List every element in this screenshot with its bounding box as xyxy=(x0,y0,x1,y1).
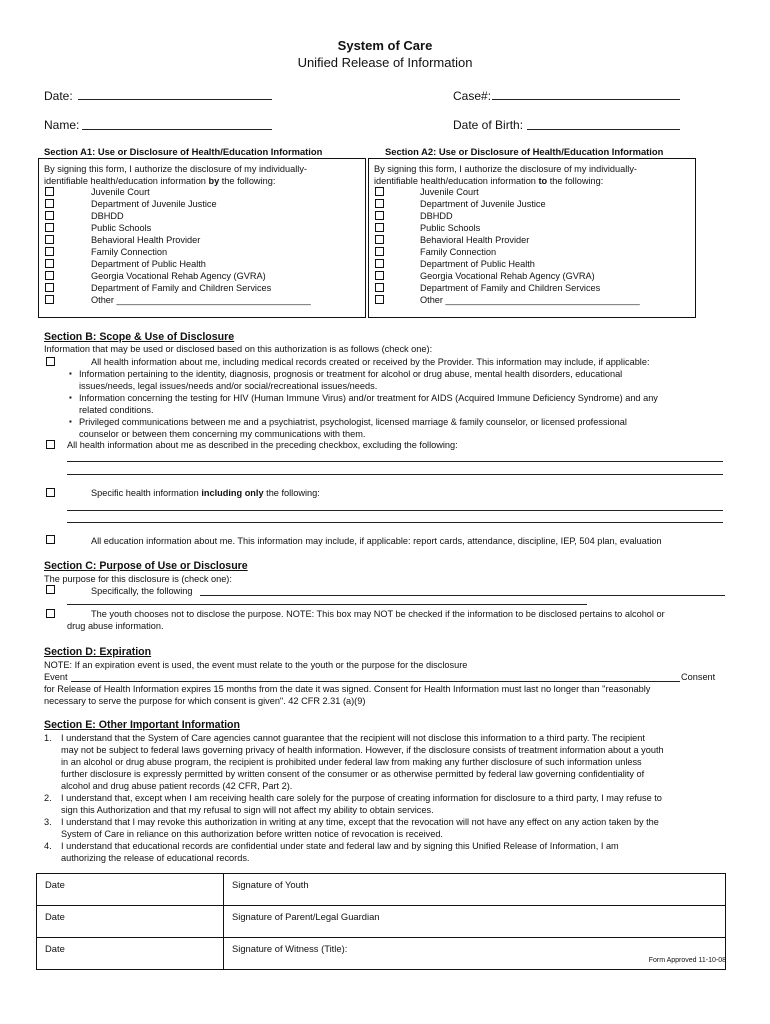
a1-checkbox-dfcs[interactable] xyxy=(45,283,54,292)
b-option-all-health: All health information about me, including medical records created or received by the Provider. This information may include, if applicable: xyxy=(91,357,650,367)
a2-checkbox-juvenile-court[interactable] xyxy=(375,187,384,196)
e-line: may not be subject to federal laws governing privacy of health information. However, if the disclosure consists of treatment information about a youth xyxy=(61,745,664,755)
a2-item-label: Other ______________________________________ xyxy=(420,295,640,305)
a2-item-label: Public Schools xyxy=(420,223,481,233)
dob-field[interactable] xyxy=(527,129,680,130)
a1-item-label: Department of Family and Children Services xyxy=(91,283,272,293)
opt-bold: including only xyxy=(201,488,264,498)
a2-item-label: DBHDD xyxy=(420,211,453,221)
a1-checkbox-public-schools[interactable] xyxy=(45,223,54,232)
b-bullet-text: Information concerning the testing for HIV (Human Immune Virus) and/or treatment for AIDS (Acquired Immune Deficiency Syndrome) and any xyxy=(79,393,658,403)
name-label: Name: xyxy=(44,118,80,132)
b-checkbox-excluding[interactable] xyxy=(46,440,55,449)
opt-text: the following: xyxy=(263,488,320,498)
signature-row xyxy=(37,906,726,938)
section-a2-intro xyxy=(374,163,694,187)
section-c-intro: The purpose for this disclosure is (check one): xyxy=(44,574,232,584)
signature-label: Signature of Youth xyxy=(232,879,309,890)
signature-cell[interactable] xyxy=(224,906,726,938)
a1-item-label: Juvenile Court xyxy=(91,187,150,197)
b-option-including-only xyxy=(91,487,320,499)
b-including-line-2[interactable] xyxy=(67,522,723,523)
a2-item-label: Georgia Vocational Rehab Agency (GVRA) xyxy=(420,271,595,281)
e-line: further disclosure is expressly permitted by written consent of the consumer or as otherwise permitted by federal law governing confidentiality of xyxy=(61,769,645,779)
intro-bold: to xyxy=(538,176,548,186)
c-specific-line-2[interactable] xyxy=(67,604,587,605)
section-b-title: Section B: Scope & Use of Disclosure xyxy=(44,331,235,343)
a2-item-label: Juvenile Court xyxy=(420,187,479,197)
a1-item-label: Department of Juvenile Justice xyxy=(91,199,217,209)
c-option-text: The youth chooses not to disclose the purpose. NOTE: This box may NOT be checked if the information to be disclosed pertains to alcohol or xyxy=(91,609,665,619)
a2-item-label: Behavioral Health Provider xyxy=(420,235,530,245)
a1-item-label: DBHDD xyxy=(91,211,124,221)
intro-bold: by xyxy=(208,176,220,186)
e-item xyxy=(44,732,734,792)
b-bullet-text: counselor or between them concerning my communications with them. xyxy=(79,429,366,439)
c-specific-line[interactable] xyxy=(200,595,725,596)
b-excluding-line-1[interactable] xyxy=(67,461,723,462)
section-a1-intro-line1: By signing this form, I authorize the disclosure of my individually- xyxy=(44,164,307,174)
e-item-number: 2. xyxy=(44,793,52,803)
a2-item-label: Department of Juvenile Justice xyxy=(420,199,546,209)
section-d-consent-label: Consent xyxy=(681,672,716,682)
a1-item-label: Behavioral Health Provider xyxy=(91,235,201,245)
signature-date-cell[interactable] xyxy=(37,938,224,970)
a2-item-label: Department of Public Health xyxy=(420,259,535,269)
e-line: sign this Authorization and that my refusal to sign will not affect my ability to obtain services. xyxy=(61,805,434,815)
e-line: I understand that I may revoke this authorization in writing at any time, except that the revocation will not have any effect on any action taken by the xyxy=(61,817,659,827)
e-line: System of Care in reliance on this authorization before written notice of revocation is received. xyxy=(61,829,443,839)
signature-date-label: Date xyxy=(45,879,65,890)
section-d-title: Section D: Expiration xyxy=(44,646,152,658)
name-field[interactable] xyxy=(82,129,272,130)
b-checkbox-education[interactable] xyxy=(46,535,55,544)
e-line: alcohol and drug abuse patient records (42 CFR, Part 2). xyxy=(61,781,293,791)
c-checkbox-specific[interactable] xyxy=(46,585,55,594)
form-approved-footer: Form Approved 11-10-08 xyxy=(648,957,726,964)
a2-checkbox-djj[interactable] xyxy=(375,199,384,208)
a1-item-label: Family Connection xyxy=(91,247,168,257)
e-item xyxy=(44,816,734,840)
b-checkbox-including-only[interactable] xyxy=(46,488,55,497)
a2-checkbox-other[interactable] xyxy=(375,295,384,304)
section-e-list xyxy=(44,732,734,864)
b-including-line-1[interactable] xyxy=(67,510,723,511)
dob-label: Date of Birth: xyxy=(453,118,524,132)
signature-label: Signature of Parent/Legal Guardian xyxy=(232,911,380,922)
section-b-intro: Information that may be used or disclosed based on this authorization is as follows (check one): xyxy=(44,344,433,354)
intro-text: identifiable health/education information xyxy=(374,176,539,186)
e-item xyxy=(44,840,734,864)
a1-checkbox-juvenile-court[interactable] xyxy=(45,187,54,196)
e-numbered-list xyxy=(44,732,734,864)
e-line: authorizing the release of educational records. xyxy=(61,853,250,863)
b-bullet-item xyxy=(79,416,727,440)
signature-date-cell[interactable] xyxy=(37,906,224,938)
a2-checkbox-family-connection[interactable] xyxy=(375,247,384,256)
page-subtitle: Unified Release of Information xyxy=(297,55,473,70)
d-event-field[interactable] xyxy=(71,681,680,682)
signature-row xyxy=(37,874,726,906)
page-title: System of Care xyxy=(337,38,433,53)
a2-item-label: Family Connection xyxy=(420,247,497,257)
d-text-line: necessary to serve the purpose for which consent is given". 42 CFR 2.31 (a)(9) xyxy=(44,696,366,706)
opt-text: Specific health information xyxy=(91,488,202,498)
signature-label: Signature of Witness (Title): xyxy=(232,943,348,954)
a1-item-label: Department of Public Health xyxy=(91,259,206,269)
a1-checkbox-behavioral-health[interactable] xyxy=(45,235,54,244)
a1-checkbox-gvra[interactable] xyxy=(45,271,54,280)
a2-item-label: Department of Family and Children Services xyxy=(420,283,601,293)
section-d-text xyxy=(44,683,734,707)
a2-checkbox-gvra[interactable] xyxy=(375,271,384,280)
a2-checkbox-behavioral-health[interactable] xyxy=(375,235,384,244)
b-bullet-text: Information pertaining to the identity, diagnosis, prognosis or treatment for alcohol or drug abuse, mental health disorders, educational xyxy=(79,369,623,379)
section-c-title: Section C: Purpose of Use or Disclosure xyxy=(44,560,248,572)
intro-text: identifiable health/education information xyxy=(44,176,209,186)
b-excluding-line-2[interactable] xyxy=(67,474,723,475)
b-bullet-text: Privileged communications between me and a psychiatrist, psychologist, licensed marriage & family counselor, or licensed professional xyxy=(79,417,627,427)
case-label: Case#: xyxy=(453,89,492,103)
b-bullet-text: related conditions. xyxy=(79,405,154,415)
e-item-number: 1. xyxy=(44,733,52,743)
e-item-number: 3. xyxy=(44,817,52,827)
a2-checkbox-public-health[interactable] xyxy=(375,259,384,268)
signature-cell[interactable] xyxy=(224,938,726,970)
section-a1-title: Section A1: Use or Disclosure of Health/Education Information xyxy=(44,146,323,157)
a1-checkbox-public-health[interactable] xyxy=(45,259,54,268)
intro-text: the following: xyxy=(547,176,604,186)
b-checkbox-all-health[interactable] xyxy=(46,357,55,366)
e-line: in an alcohol or drug abuse program, the recipient is prohibited under federal law from making any further disclosure of such information unless xyxy=(61,757,642,767)
e-line: I understand that educational records are confidential under state and federal law and by signing this Unified Release of Information, I am xyxy=(61,841,619,851)
a1-checkbox-other[interactable] xyxy=(45,295,54,304)
b-bullet-text: issues/needs, legal issues/needs and/or social/recreational issues/needs. xyxy=(79,381,378,391)
a1-item-label: Other ______________________________________ xyxy=(91,295,311,305)
a2-checkbox-dbhdd[interactable] xyxy=(375,211,384,220)
signature-date-label: Date xyxy=(45,943,65,954)
b-bullets xyxy=(67,368,727,440)
a1-checkbox-dbhdd[interactable] xyxy=(45,211,54,220)
b-option-education: All education information about me. This information may include, if applicable: report cards, attendance, discipline, IEP, 504 plan, evaluation xyxy=(91,536,662,546)
section-a2-title: Section A2: Use or Disclosure of Health/Education Information xyxy=(385,146,664,157)
a2-checkbox-dfcs[interactable] xyxy=(375,283,384,292)
section-d-note: NOTE: If an expiration event is used, the event must relate to the youth or the purpose for the disclosure xyxy=(44,660,468,670)
section-e-title: Section E: Other Important Information xyxy=(44,719,240,731)
b-bullet-list xyxy=(67,368,727,440)
intro-text: the following: xyxy=(219,176,276,186)
signature-cell[interactable] xyxy=(224,874,726,906)
c-option-specific: Specifically, the following xyxy=(91,586,193,596)
date-label: Date: xyxy=(44,89,73,103)
c-checkbox-not-disclose[interactable] xyxy=(46,609,55,618)
case-field[interactable] xyxy=(492,99,680,100)
b-option-excluding: All health information about me as described in the preceding checkbox, excluding the following: xyxy=(67,440,458,450)
c-option-not-disclose xyxy=(67,608,727,632)
a1-item-label: Public Schools xyxy=(91,223,152,233)
section-a1-intro xyxy=(44,163,364,187)
e-item-number: 4. xyxy=(44,841,52,851)
d-text-line: for Release of Health Information expires 15 months from the date it was signed. Consent for Health Information must last no longer than "reasonably xyxy=(44,684,651,694)
signature-date-label: Date xyxy=(45,911,65,922)
a1-checkbox-family-connection[interactable] xyxy=(45,247,54,256)
b-bullet-item xyxy=(79,368,727,392)
a1-checkbox-djj[interactable] xyxy=(45,199,54,208)
signature-date-cell[interactable] xyxy=(37,874,224,906)
e-line: I understand that the System of Care agencies cannot guarantee that the recipient will not disclose this information to a third party. The recipient xyxy=(61,733,645,743)
e-line: I understand that, except when I am receiving health care solely for the purpose of creating information for disclosure to a third party, I may refuse to xyxy=(61,793,662,803)
date-field[interactable] xyxy=(78,99,272,100)
signature-row xyxy=(37,938,726,970)
b-bullet-item xyxy=(79,392,727,416)
c-option-text: drug abuse information. xyxy=(67,621,164,631)
section-a2-intro-line1: By signing this form, I authorize the disclosure of my individually- xyxy=(374,164,637,174)
e-item xyxy=(44,792,734,816)
section-d-event-label: Event xyxy=(44,672,68,682)
signature-table xyxy=(36,873,726,970)
a1-item-label: Georgia Vocational Rehab Agency (GVRA) xyxy=(91,271,266,281)
a2-checkbox-public-schools[interactable] xyxy=(375,223,384,232)
